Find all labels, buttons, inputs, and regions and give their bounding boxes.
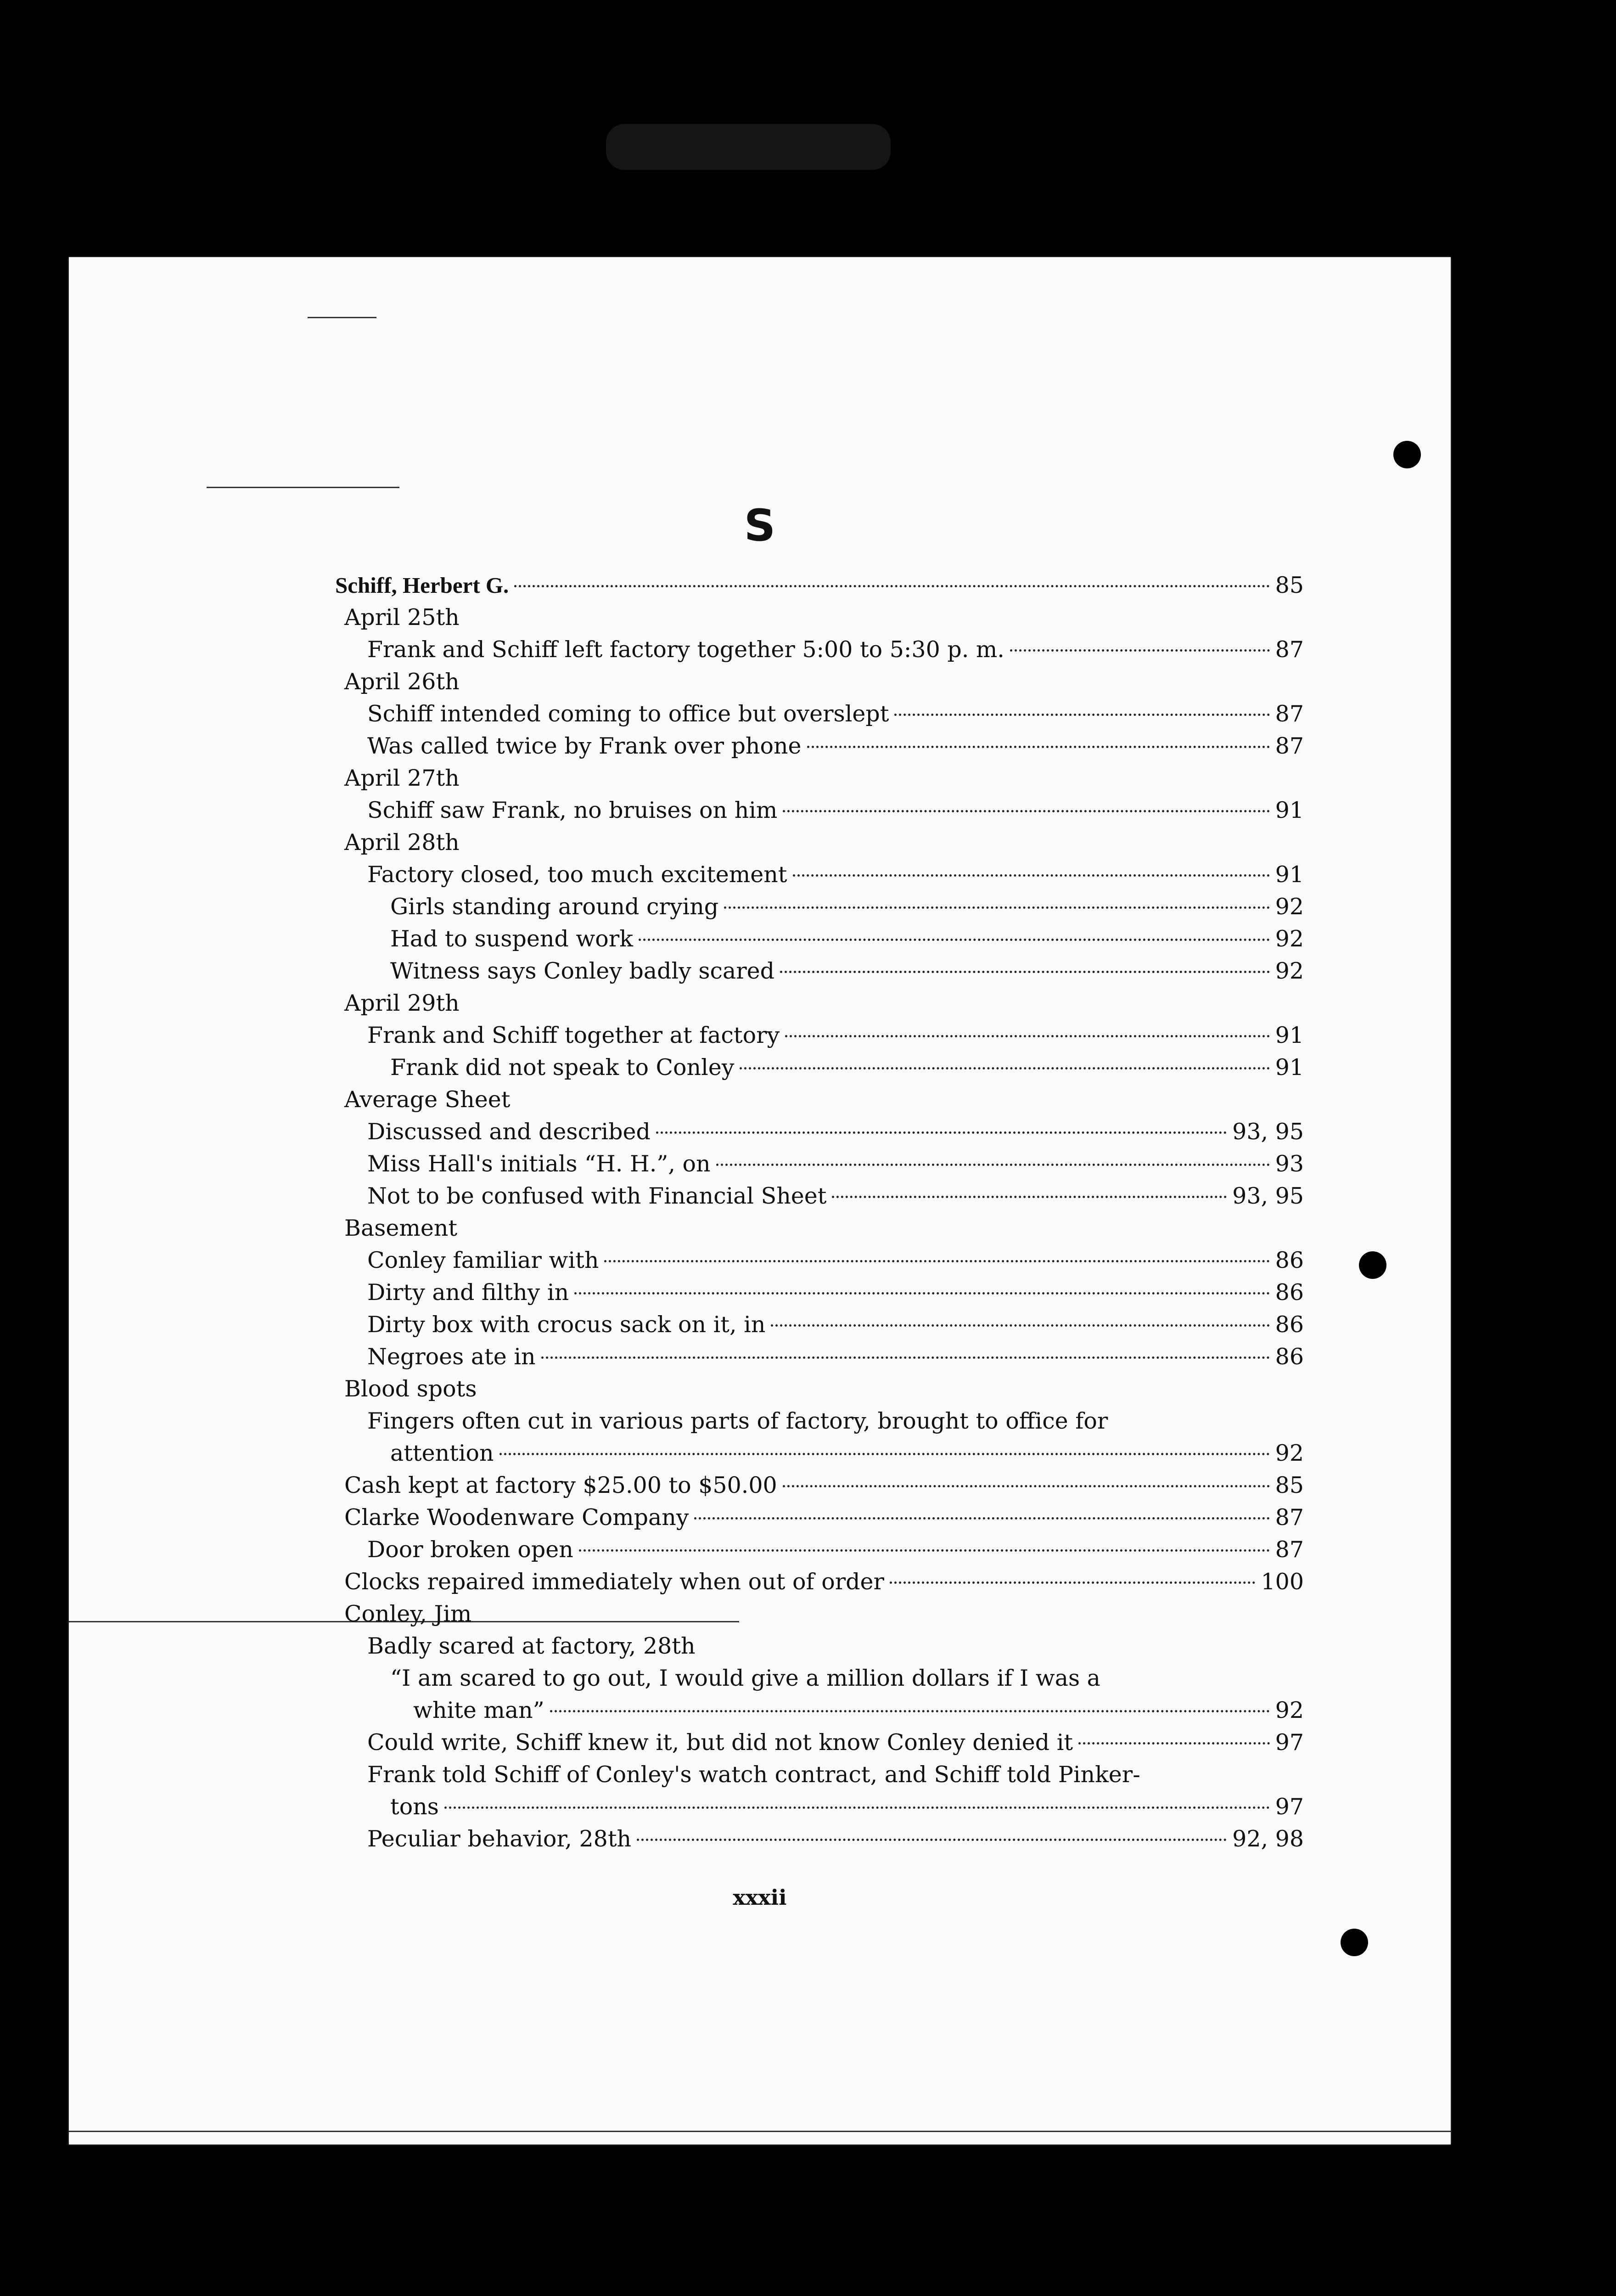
entry-text: tons xyxy=(390,1794,439,1820)
entry-page: 87 xyxy=(1275,733,1304,759)
index-entry xyxy=(335,1244,1304,1277)
dot-leader xyxy=(832,1196,1227,1198)
index-entry xyxy=(335,1148,1304,1180)
entry-text: Factory closed, too much excitement xyxy=(367,861,787,888)
entry-text: Discussed and described xyxy=(367,1119,651,1145)
entry-text: Cash kept at factory $25.00 to $50.00 xyxy=(344,1472,777,1498)
dot-leader xyxy=(604,1260,1269,1262)
index-entry xyxy=(335,762,1304,794)
index-entry xyxy=(335,1662,1304,1694)
entry-page: 86 xyxy=(1275,1344,1304,1370)
dot-leader xyxy=(771,1324,1269,1327)
index-entry xyxy=(335,1534,1304,1566)
index-entry xyxy=(335,1212,1304,1244)
dot-leader xyxy=(783,1485,1270,1487)
index-entry xyxy=(335,1469,1304,1502)
index-entry xyxy=(335,1630,1304,1662)
dot-leader xyxy=(780,971,1270,973)
punch-hole xyxy=(1393,441,1421,468)
scan-artifact xyxy=(69,2131,1451,2132)
dot-leader xyxy=(740,1067,1269,1069)
index-entry xyxy=(335,602,1304,634)
dot-leader xyxy=(890,1581,1256,1584)
dot-leader xyxy=(550,1710,1270,1712)
dot-leader xyxy=(1010,649,1270,652)
entry-text: Clarke Woodenware Company xyxy=(344,1504,689,1531)
entry-page: 87 xyxy=(1275,1504,1304,1531)
dot-leader xyxy=(783,810,1269,812)
index-entry xyxy=(335,1341,1304,1373)
dot-leader xyxy=(716,1164,1270,1166)
index-entry xyxy=(335,1373,1304,1405)
dot-leader xyxy=(639,939,1270,941)
dot-leader xyxy=(579,1549,1270,1552)
entry-text: Blood spots xyxy=(344,1376,477,1402)
index-entry xyxy=(335,923,1304,955)
index-entry xyxy=(335,1823,1304,1855)
index-entry xyxy=(335,1759,1304,1791)
scan-artifact xyxy=(207,487,399,488)
dot-leader xyxy=(656,1131,1227,1134)
index-entry xyxy=(335,827,1304,859)
dot-leader xyxy=(894,714,1269,716)
entry-page: 86 xyxy=(1275,1247,1304,1273)
entry-text: white man” xyxy=(413,1697,544,1723)
punch-hole xyxy=(1359,1251,1386,1279)
entry-page: 92 xyxy=(1275,894,1304,920)
scanner-smudge xyxy=(606,124,891,170)
entry-text: Was called twice by Frank over phone xyxy=(367,733,802,759)
entry-text: Door broken open xyxy=(367,1536,573,1563)
index-entry xyxy=(335,1694,1304,1727)
entry-page: 92 xyxy=(1275,926,1304,952)
entry-page: 93, 95 xyxy=(1232,1183,1304,1209)
dot-leader xyxy=(541,1356,1270,1359)
entry-page: 91 xyxy=(1275,797,1304,823)
entry-text: Conley familiar with xyxy=(367,1247,599,1273)
entry-page: 86 xyxy=(1275,1311,1304,1338)
dot-leader xyxy=(499,1453,1270,1455)
entry-text: Frank told Schiff of Conley's watch contract, and Schiff told Pinker- xyxy=(367,1761,1140,1788)
entry-page: 91 xyxy=(1275,1022,1304,1048)
entry-page: 87 xyxy=(1275,701,1304,727)
entry-page: 85 xyxy=(1275,572,1304,598)
index-entry xyxy=(335,1180,1304,1212)
entry-text: Dirty box with crocus sack on it, in xyxy=(367,1311,766,1338)
entry-page: 87 xyxy=(1275,1536,1304,1563)
entry-text: Basement xyxy=(344,1215,458,1241)
index-entry xyxy=(335,1791,1304,1823)
entry-page: 91 xyxy=(1275,1054,1304,1080)
index-entry xyxy=(335,1019,1304,1052)
entry-page: 97 xyxy=(1275,1729,1304,1756)
entry-text: Girls standing around crying xyxy=(390,894,719,920)
index-entries xyxy=(335,569,1304,1855)
index-entry xyxy=(335,1598,1304,1630)
dot-leader xyxy=(793,874,1270,877)
dot-leader xyxy=(694,1517,1269,1519)
entry-page: 92, 98 xyxy=(1232,1826,1304,1852)
index-entry xyxy=(335,634,1304,666)
index-entry xyxy=(335,730,1304,762)
index-entry xyxy=(335,698,1304,730)
entry-text: April 27th xyxy=(344,765,460,791)
entry-text: attention xyxy=(390,1440,494,1466)
entry-page: 86 xyxy=(1275,1279,1304,1306)
entry-text: April 25th xyxy=(344,604,460,630)
entry-text: April 28th xyxy=(344,829,460,855)
entry-text: Witness says Conley badly scared xyxy=(390,958,774,984)
entry-text: Peculiar behavior, 28th xyxy=(367,1826,632,1852)
entry-text: Miss Hall's initials “H. H.”, on xyxy=(367,1151,711,1177)
entry-text: April 29th xyxy=(344,990,460,1016)
entry-text: April 26th xyxy=(344,669,460,695)
entry-page: 87 xyxy=(1275,636,1304,663)
scan-artifact xyxy=(308,317,376,318)
entry-page: 97 xyxy=(1275,1794,1304,1820)
entry-page: 92 xyxy=(1275,1440,1304,1466)
entry-text: Fingers often cut in various parts of factory, brought to office for xyxy=(367,1408,1108,1434)
entry-text: Badly scared at factory, 28th xyxy=(367,1633,696,1659)
dot-leader xyxy=(637,1839,1227,1841)
index-entry xyxy=(335,987,1304,1019)
entry-page: 100 xyxy=(1261,1569,1304,1595)
entry-page: 92 xyxy=(1275,958,1304,984)
entry-text: Schiff saw Frank, no bruises on him xyxy=(367,797,778,823)
entry-page: 93 xyxy=(1275,1151,1304,1177)
index-entry xyxy=(335,1727,1304,1759)
entry-text: Clocks repaired immediately when out of order xyxy=(344,1569,884,1595)
index-entry xyxy=(335,1052,1304,1084)
entry-text: Frank did not speak to Conley xyxy=(390,1054,735,1080)
entry-page: 85 xyxy=(1275,1472,1304,1498)
entry-text: Schiff, Herbert G. xyxy=(335,573,509,598)
entry-text: Schiff intended coming to office but overslept xyxy=(367,701,889,727)
dot-leader xyxy=(724,906,1270,909)
entry-text: Average Sheet xyxy=(344,1086,511,1113)
index-entry xyxy=(335,955,1304,987)
entry-text: Dirty and filthy in xyxy=(367,1279,569,1306)
index-entry xyxy=(335,1116,1304,1148)
entry-text: Not to be confused with Financial Sheet xyxy=(367,1183,827,1209)
index-entry xyxy=(335,1437,1304,1469)
dot-leader xyxy=(1078,1742,1270,1745)
index-entry xyxy=(335,891,1304,923)
page-number: xxxii xyxy=(733,1885,787,1910)
dot-leader xyxy=(514,585,1269,587)
entry-text: “I am scared to go out, I would give a million dollars if I was a xyxy=(390,1665,1100,1691)
index-entry xyxy=(335,1277,1304,1309)
index-entry xyxy=(335,794,1304,827)
index-entry xyxy=(335,1309,1304,1341)
index-entry xyxy=(335,1405,1304,1437)
entry-page: 92 xyxy=(1275,1697,1304,1723)
section-letter: S xyxy=(744,501,776,551)
entry-text: Conley, Jim xyxy=(344,1601,472,1627)
index-page xyxy=(69,257,1451,2144)
entry-page: 93, 95 xyxy=(1232,1119,1304,1145)
dot-leader xyxy=(785,1035,1269,1037)
entry-page: 91 xyxy=(1275,861,1304,888)
dot-leader xyxy=(444,1806,1270,1809)
index-entry xyxy=(335,1566,1304,1598)
index-entry xyxy=(335,1084,1304,1116)
index-entry xyxy=(335,569,1304,602)
index-entry xyxy=(335,1502,1304,1534)
punch-hole xyxy=(1341,1929,1368,1956)
entry-text: Could write, Schiff knew it, but did not know Conley denied it xyxy=(367,1729,1073,1756)
index-entry xyxy=(335,859,1304,891)
entry-text: Negroes ate in xyxy=(367,1344,536,1370)
index-entry xyxy=(335,666,1304,698)
entry-text: Frank and Schiff left factory together 5:00 to 5:30 p. m. xyxy=(367,636,1004,663)
entry-text: Frank and Schiff together at factory xyxy=(367,1022,780,1048)
dot-leader xyxy=(807,746,1270,748)
entry-text: Had to suspend work xyxy=(390,926,633,952)
dot-leader xyxy=(574,1292,1270,1294)
